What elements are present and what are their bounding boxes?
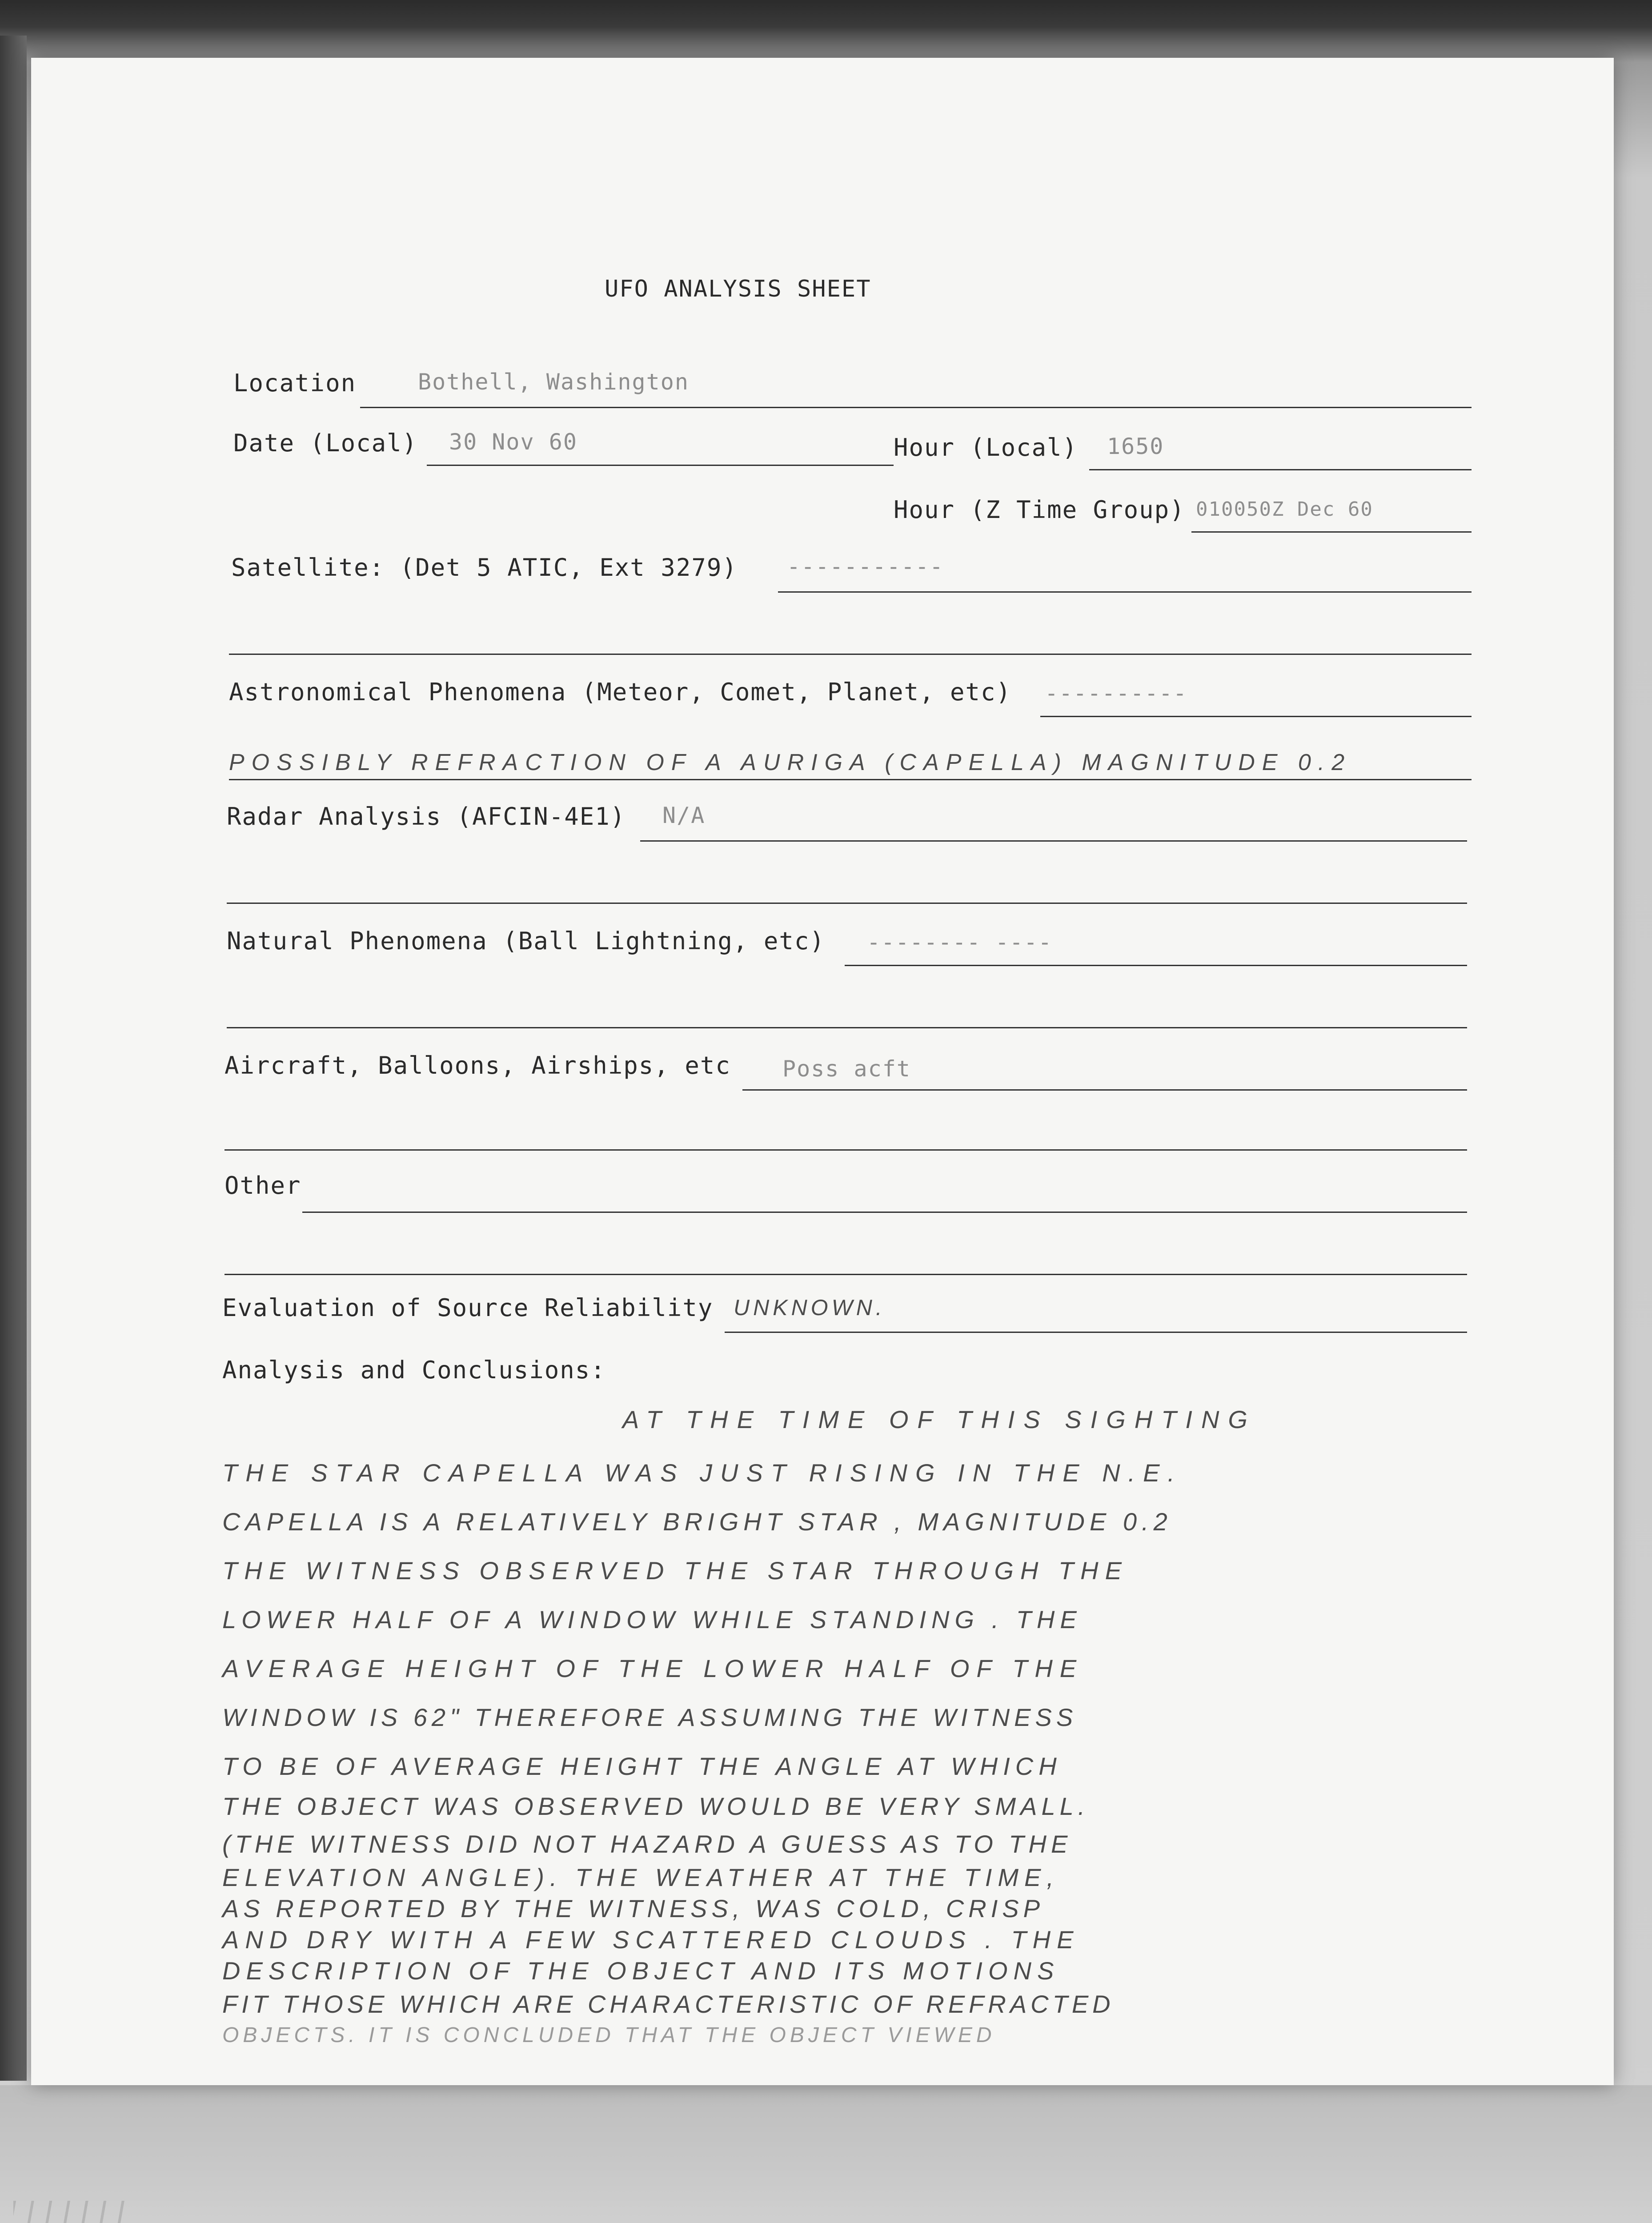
analysis-line: FIT THOSE WHICH ARE CHARACTERISTIC OF REFRACTED [222, 1990, 1115, 2018]
hour-z-line [1191, 531, 1472, 533]
analysis-line: THE STAR CAPELLA WAS JUST RISING IN THE N.E. [222, 1459, 1183, 1487]
radar-value: N/A [662, 803, 706, 828]
analysis-line: DESCRIPTION OF THE OBJECT AND ITS MOTIONS [222, 1957, 1060, 1985]
astronomical-value: ---------- [1045, 680, 1188, 706]
astronomical-line-2 [229, 779, 1472, 780]
satellite-line [778, 591, 1472, 593]
analysis-line: AND DRY WITH A FEW SCATTERED CLOUDS . THE [222, 1926, 1080, 1954]
film-streak-marks [13, 2201, 129, 2223]
analysis-line: TO BE OF AVERAGE HEIGHT THE ANGLE AT WHICH [222, 1752, 1062, 1780]
location-label: Location [233, 369, 357, 397]
natural-line-2 [227, 1027, 1467, 1028]
analysis-line: CAPELLA IS A RELATIVELY BRIGHT STAR , MAGNITUDE 0.2 [222, 1508, 1172, 1536]
analysis-sheet [31, 58, 1614, 2085]
radar-line [640, 840, 1467, 842]
date-local-value: 30 Nov 60 [449, 429, 577, 455]
analysis-line: WINDOW IS 62" THEREFORE ASSUMING THE WITNESS [222, 1703, 1078, 1731]
hour-local-label: Hour (Local) [894, 433, 1078, 461]
hour-z-value: 010050Z Dec 60 [1196, 498, 1373, 521]
natural-label: Natural Phenomena (Ball Lightning, etc) [227, 927, 825, 955]
other-line-2 [225, 1274, 1467, 1275]
astronomical-label: Astronomical Phenomena (Meteor, Comet, Planet, etc) [229, 678, 1012, 706]
satellite-label: Satellite: (Det 5 ATIC, Ext 3279) [231, 554, 738, 582]
location-line [360, 407, 1472, 408]
analysis-line: THE WITNESS OBSERVED THE STAR THROUGH THE [222, 1557, 1128, 1585]
radar-label: Radar Analysis (AFCIN-4E1) [227, 803, 626, 831]
analysis-line-faint: OBJECTS. IT IS CONCLUDED THAT THE OBJECT VIEWED [222, 2023, 996, 2047]
astronomical-line [1040, 716, 1472, 717]
date-local-label: Date (Local) [233, 429, 418, 457]
scan-left-edge [0, 36, 27, 2081]
natural-value: -------- ---- [867, 929, 1053, 955]
analysis-line: THE OBJECT WAS OBSERVED WOULD BE VERY SMALL. [222, 1792, 1090, 1820]
satellite-line-2 [229, 654, 1472, 655]
other-line [302, 1212, 1467, 1213]
analysis-line: AT THE TIME OF THIS SIGHTING [622, 1405, 1256, 1433]
aircraft-label: Aircraft, Balloons, Airships, etc [225, 1051, 731, 1079]
other-label: Other [225, 1172, 301, 1200]
scan-lower-band [0, 2085, 1652, 2223]
aircraft-line-2 [225, 1149, 1467, 1151]
analysis-line: (THE WITNESS DID NOT HAZARD A GUESS AS TO THE [222, 1830, 1072, 1858]
analysis-label: Analysis and Conclusions: [222, 1356, 606, 1384]
analysis-line: ELEVATION ANGLE). THE WEATHER AT THE TIME, [222, 1863, 1059, 1891]
analysis-line: LOWER HALF OF A WINDOW WHILE STANDING . THE [222, 1605, 1082, 1633]
date-local-line [427, 465, 894, 466]
hour-local-value: 1650 [1107, 433, 1164, 459]
hour-local-line [1089, 469, 1472, 470]
aircraft-value: Poss acft [782, 1056, 911, 1082]
astronomical-handwritten: POSSIBLY REFRACTION OF Α AURIGA (CAPELLA) MAGNITUDE 0.2 [229, 750, 1352, 775]
evaluation-line [725, 1332, 1467, 1333]
satellite-value: ----------- [787, 554, 944, 579]
hour-z-label: Hour (Z Time Group) [894, 496, 1185, 524]
natural-line [845, 965, 1467, 966]
analysis-line: AVERAGE HEIGHT OF THE LOWER HALF OF THE [222, 1654, 1084, 1682]
radar-line-2 [227, 903, 1467, 904]
location-value: Bothell, Washington [418, 369, 689, 395]
evaluation-label: Evaluation of Source Reliability [222, 1294, 714, 1322]
aircraft-line [742, 1089, 1467, 1091]
sheet-title: UFO ANALYSIS SHEET [605, 276, 871, 302]
analysis-line: AS REPORTED BY THE WITNESS, WAS COLD, CRISP [222, 1894, 1044, 1922]
evaluation-value: UNKNOWN. [734, 1295, 886, 1320]
